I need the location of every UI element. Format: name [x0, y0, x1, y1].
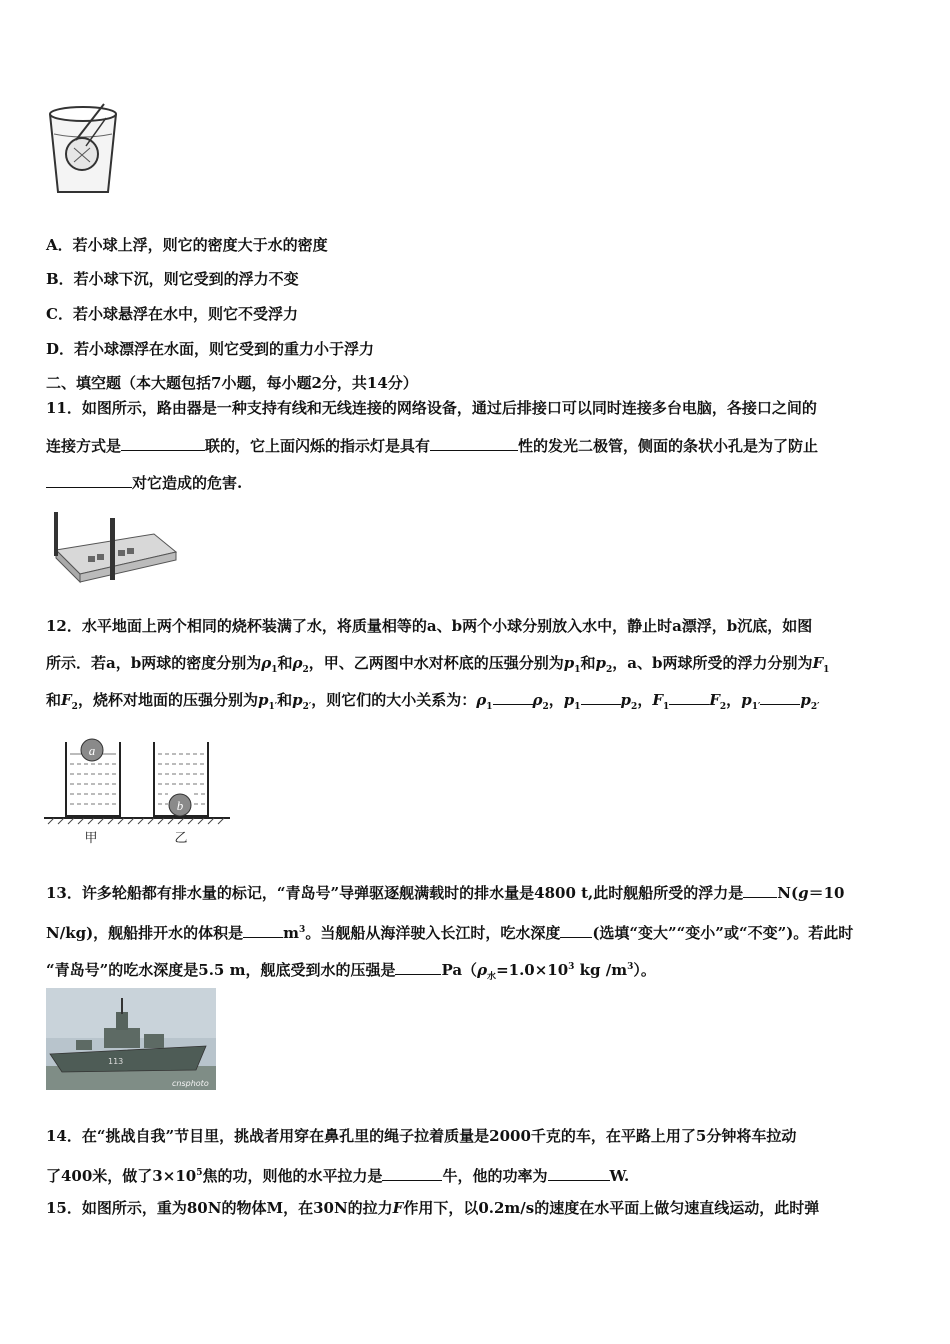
router-figure	[46, 506, 180, 586]
q11-line1: 11．如图所示，路由器是一种支持有线和无线连接的网络设备，通过后排接口可以同时连接多台电脑，各接口之间的	[46, 399, 817, 417]
blank-force[interactable]	[382, 1166, 442, 1181]
photo-credit: cnsphoto	[172, 1079, 209, 1088]
blank-rho[interactable]	[493, 690, 533, 705]
blank-F[interactable]	[669, 690, 709, 705]
q11-line3: 对它造成的危害.	[46, 473, 242, 493]
label-yi: 乙	[174, 831, 188, 846]
label-jia: 甲	[84, 831, 98, 846]
section-heading: 二、填空题（本大题包括7小题，每小题2分，共14分）	[46, 374, 418, 392]
beakers-figure	[44, 736, 234, 848]
option-b: B．若小球下沉，则它受到的浮力不变	[46, 270, 299, 288]
blank-volume[interactable]	[243, 923, 283, 938]
q13-line1: 13．许多轮船都有排水量的标记，“青岛号”导弹驱逐舰满载时的排水量是4800 t,此时舰船所受的浮力是 N(g＝10	[46, 884, 845, 902]
blank-pressure[interactable]	[395, 960, 441, 975]
hull-number: 113	[108, 1057, 124, 1066]
q14-line2: 了400米，做了$3\times 10^5$焦的功，则他的水平拉力是 牛，他的功率为 W.	[46, 1167, 630, 1185]
q13-line2: N/kg)，舰船排开水的体积是 $m^3$。当舰船从海洋驶入长江时，吃水深度 (选填“变大”“变小”或“不变”)。若此时	[46, 924, 854, 942]
q12-line3: 和$F_2$，烧杯对地面的压强分别为$p_{1'}$和$p_{2'}$，则它们的大小关系为：$\rho_1$ $\rho_2$，$p_1$ $p_2$，$F_1$ $F_2$，$p_{1'}$ $p_{2'}$	[46, 691, 820, 712]
ball-b-label: b	[176, 798, 184, 813]
q12-line1: 12．水平地面上两个相同的烧杯装满了水，将质量相等的a、b两个小球分别放入水中，静止时a漂浮，b沉底，如图	[46, 617, 813, 635]
blank-draft[interactable]	[560, 923, 592, 938]
warship-photo	[46, 988, 216, 1090]
blank-property[interactable]	[430, 436, 518, 451]
ball-a-label: a	[88, 743, 96, 758]
blank-buoyancy[interactable]	[743, 883, 777, 898]
option-d: D．若小球漂浮在水面，则它受到的重力小于浮力	[46, 340, 375, 358]
blank-p-prime[interactable]	[760, 690, 800, 705]
q15-line1: 15．如图所示，重为80N的物体M，在30N的拉力F作用下，以0.2m/s的速度在水平面上做匀速直线运动，此时弹	[46, 1199, 820, 1217]
q14-line1: 14．在“挑战自我”节目里，挑战者用穿在鼻孔里的绳子拉着质量是2000千克的车，在平路上用了5分钟将车拉动	[46, 1127, 797, 1145]
blank-power[interactable]	[548, 1166, 610, 1181]
q11-line2: 连接方式是 联的，它上面闪烁的指示灯是具有 性的发光二极管，侧面的条状小孔是为了防止	[46, 437, 819, 455]
q12-line2: 所示．若a，b两球的密度分别为$\rho_1$和$\rho_2$，甲、乙两图中水对杯底的压强分别为$p_1$和$p_2$，a、b两球所受的浮力分别为$F_1$	[46, 654, 830, 675]
cup-figure	[46, 100, 122, 196]
blank-connection[interactable]	[121, 436, 205, 451]
blank-hazard[interactable]	[46, 473, 132, 488]
blank-p[interactable]	[581, 690, 621, 705]
option-a: A．若小球上浮，则它的密度大于水的密度	[46, 236, 328, 254]
q13-line3: “青岛号”的吃水深度是5.5 m，舰底受到水的压强是 $Pa(\rho_水=1.0\times 10^3$ kg $/m^3$）。	[46, 961, 656, 982]
option-c: C．若小球悬浮在水中，则它不受浮力	[46, 305, 298, 323]
